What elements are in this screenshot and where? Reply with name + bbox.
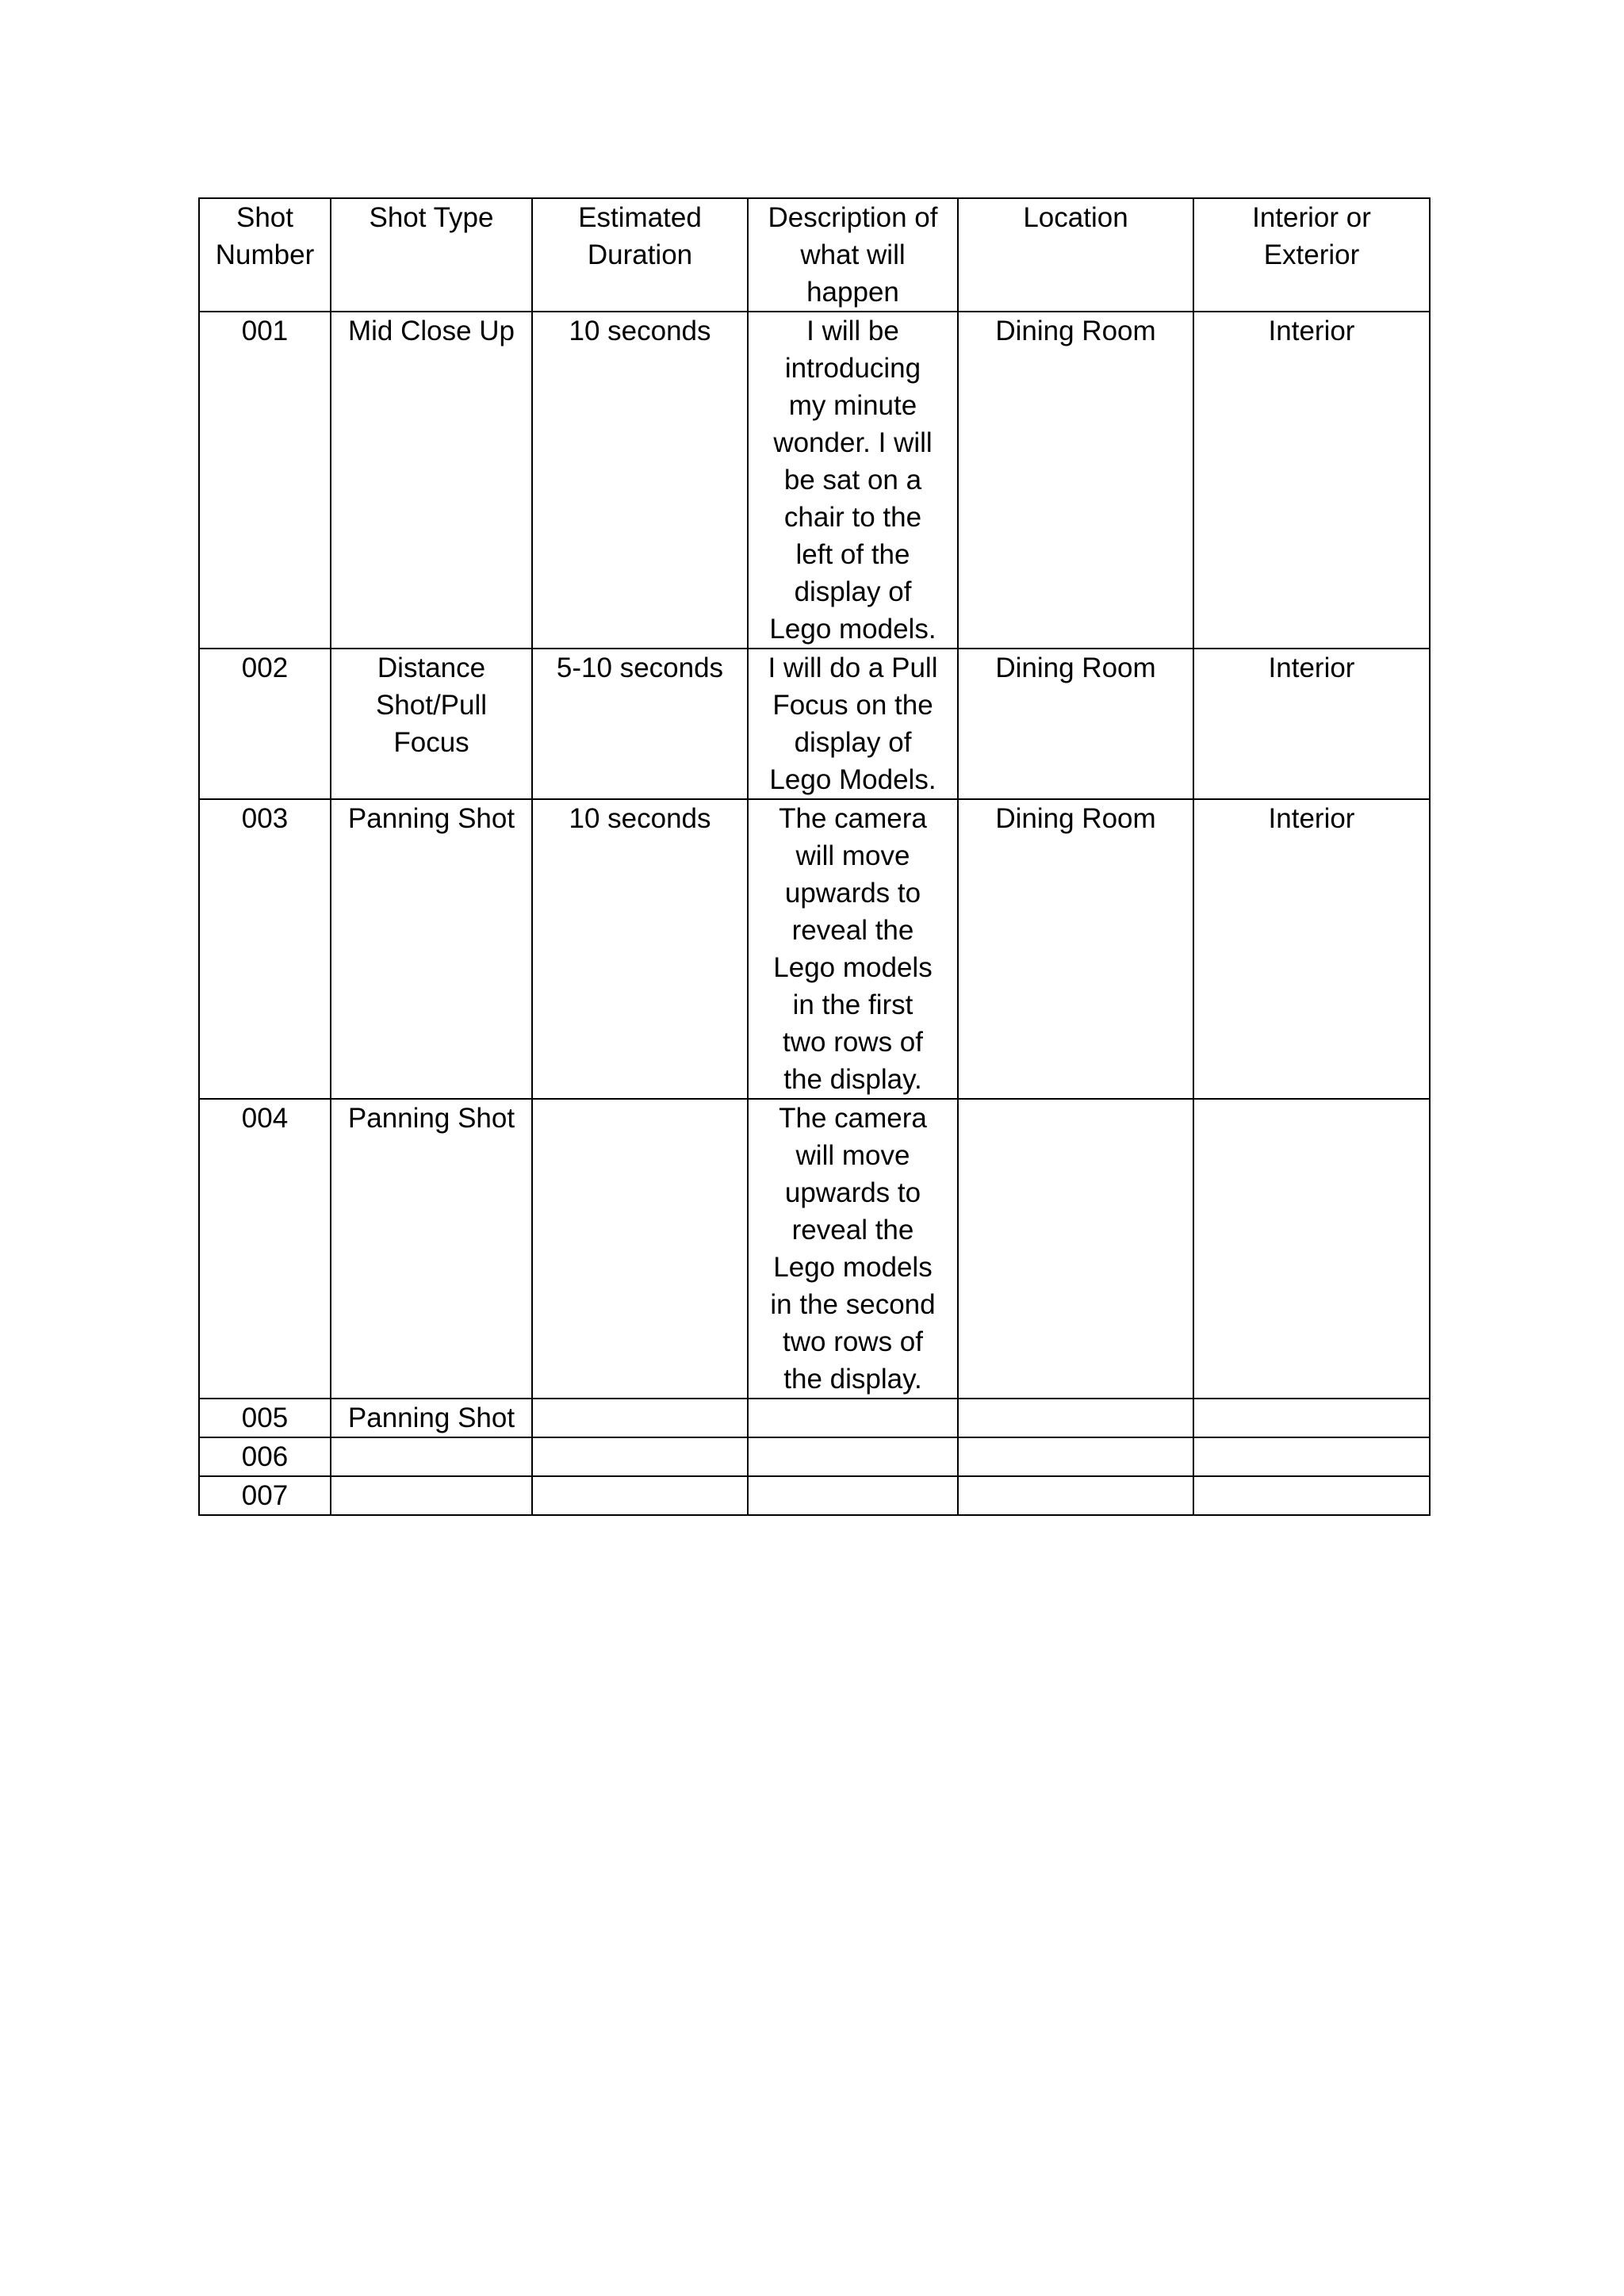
cell-text: 10 seconds — [569, 803, 711, 834]
table-row — [199, 1099, 1430, 1399]
cell-shot-type — [331, 1399, 532, 1437]
cell-shot-number — [199, 799, 331, 1099]
cell-text: my minute — [788, 390, 917, 421]
header-text: Location — [1023, 202, 1128, 233]
header-interior-exterior — [1193, 198, 1430, 312]
shot-list-table — [198, 197, 1431, 1516]
cell-duration — [532, 649, 748, 799]
cell-text: Lego models — [773, 1252, 933, 1283]
cell-text: Lego Models. — [769, 764, 936, 795]
cell-text: reveal the — [791, 1215, 914, 1246]
cell-interior-exterior — [1193, 649, 1430, 799]
cell-description — [748, 1099, 958, 1399]
cell-text: in the second — [770, 1289, 936, 1320]
cell-text: 5-10 seconds — [556, 652, 724, 683]
cell-text: Dining Room — [995, 803, 1156, 834]
cell-description — [748, 1437, 958, 1476]
cell-text: Interior — [1268, 803, 1355, 834]
cell-text: Lego models. — [769, 614, 936, 645]
cell-duration — [532, 799, 748, 1099]
cell-shot-number — [199, 312, 331, 649]
cell-text: Distance — [377, 652, 486, 683]
cell-text: 006 — [241, 1441, 289, 1472]
header-text: happen — [806, 277, 899, 308]
cell-text: 10 seconds — [569, 316, 711, 346]
header-text: Shot Type — [369, 202, 494, 233]
cell-text: in the first — [792, 989, 914, 1020]
cell-text: 002 — [241, 652, 289, 683]
cell-shot-number — [199, 649, 331, 799]
table-row — [199, 1399, 1430, 1437]
cell-description — [748, 649, 958, 799]
cell-interior-exterior — [1193, 312, 1430, 649]
cell-description — [748, 799, 958, 1099]
cell-text: I will be — [806, 316, 899, 346]
header-description — [748, 198, 958, 312]
cell-location — [958, 1437, 1193, 1476]
cell-text: Interior — [1268, 316, 1355, 346]
table-row — [199, 312, 1430, 649]
cell-text: 001 — [241, 316, 289, 346]
cell-duration — [532, 1399, 748, 1437]
table-row — [199, 1437, 1430, 1476]
cell-text: I will do a Pull — [768, 652, 938, 683]
header-text: Number — [215, 239, 315, 270]
cell-interior-exterior — [1193, 1437, 1430, 1476]
cell-text: chair to the — [783, 502, 922, 533]
cell-description — [748, 312, 958, 649]
cell-duration — [532, 1476, 748, 1515]
cell-text: Interior — [1268, 652, 1355, 683]
header-text: what will — [800, 239, 906, 270]
cell-text: introducing — [784, 353, 921, 384]
cell-location — [958, 312, 1193, 649]
header-text: Estimated — [578, 202, 702, 233]
cell-location — [958, 649, 1193, 799]
cell-text: left of the — [795, 539, 910, 570]
cell-text: Focus on the — [772, 690, 933, 721]
cell-text: upwards to — [784, 1177, 921, 1208]
header-text: Interior or — [1252, 202, 1371, 233]
cell-text: two rows of — [783, 1326, 923, 1357]
cell-shot-type — [331, 649, 532, 799]
header-shot-number — [199, 198, 331, 312]
header-text: Exterior — [1263, 239, 1360, 270]
cell-interior-exterior — [1193, 1476, 1430, 1515]
cell-text: The camera — [779, 1103, 927, 1134]
cell-text: Panning Shot — [347, 803, 515, 834]
header-text: Duration — [587, 239, 693, 270]
cell-interior-exterior — [1193, 799, 1430, 1099]
cell-text: Panning Shot — [347, 1103, 515, 1134]
cell-text: two rows of — [783, 1027, 923, 1058]
cell-text: The camera — [779, 803, 927, 834]
cell-text: Dining Room — [995, 652, 1156, 683]
cell-text: the display. — [783, 1064, 922, 1095]
cell-location — [958, 1399, 1193, 1437]
cell-duration — [532, 1099, 748, 1399]
cell-interior-exterior — [1193, 1399, 1430, 1437]
cell-shot-number — [199, 1399, 331, 1437]
cell-text: display of — [794, 576, 912, 607]
cell-text: Mid Close Up — [347, 316, 515, 346]
cell-text: will move — [795, 840, 910, 871]
cell-description — [748, 1399, 958, 1437]
cell-text: Panning Shot — [347, 1402, 515, 1433]
table-header-row — [199, 198, 1430, 312]
cell-text: Focus — [393, 727, 469, 758]
cell-shot-type — [331, 799, 532, 1099]
cell-text: upwards to — [784, 878, 921, 909]
cell-shot-type — [331, 1437, 532, 1476]
cell-shot-number — [199, 1437, 331, 1476]
cell-text: display of — [794, 727, 912, 758]
cell-duration — [532, 1437, 748, 1476]
cell-text: Lego models — [773, 952, 933, 983]
header-estimated-duration — [532, 198, 748, 312]
table-row — [199, 1476, 1430, 1515]
cell-shot-number — [199, 1476, 331, 1515]
cell-location — [958, 1476, 1193, 1515]
cell-text: wonder. I will — [773, 427, 933, 458]
cell-text: be sat on a — [783, 465, 922, 496]
cell-location — [958, 1099, 1193, 1399]
header-text: Shot — [236, 202, 293, 233]
cell-text: Shot/Pull — [375, 690, 488, 721]
cell-duration — [532, 312, 748, 649]
table-body — [199, 312, 1430, 1515]
cell-location — [958, 799, 1193, 1099]
table-row — [199, 799, 1430, 1099]
cell-interior-exterior — [1193, 1099, 1430, 1399]
cell-shot-type — [331, 312, 532, 649]
header-shot-type — [331, 198, 532, 312]
cell-text: 005 — [241, 1402, 289, 1433]
table-row — [199, 649, 1430, 799]
cell-text: Dining Room — [995, 316, 1156, 346]
cell-shot-type — [331, 1099, 532, 1399]
cell-description — [748, 1476, 958, 1515]
cell-text: 007 — [241, 1480, 289, 1511]
cell-shot-type — [331, 1476, 532, 1515]
cell-text: 004 — [241, 1103, 289, 1134]
cell-text: the display. — [783, 1364, 922, 1395]
cell-text: will move — [795, 1140, 910, 1171]
cell-text: 003 — [241, 803, 289, 834]
cell-shot-number — [199, 1099, 331, 1399]
header-location — [958, 198, 1193, 312]
cell-text: reveal the — [791, 915, 914, 946]
header-text: Description of — [768, 202, 938, 233]
